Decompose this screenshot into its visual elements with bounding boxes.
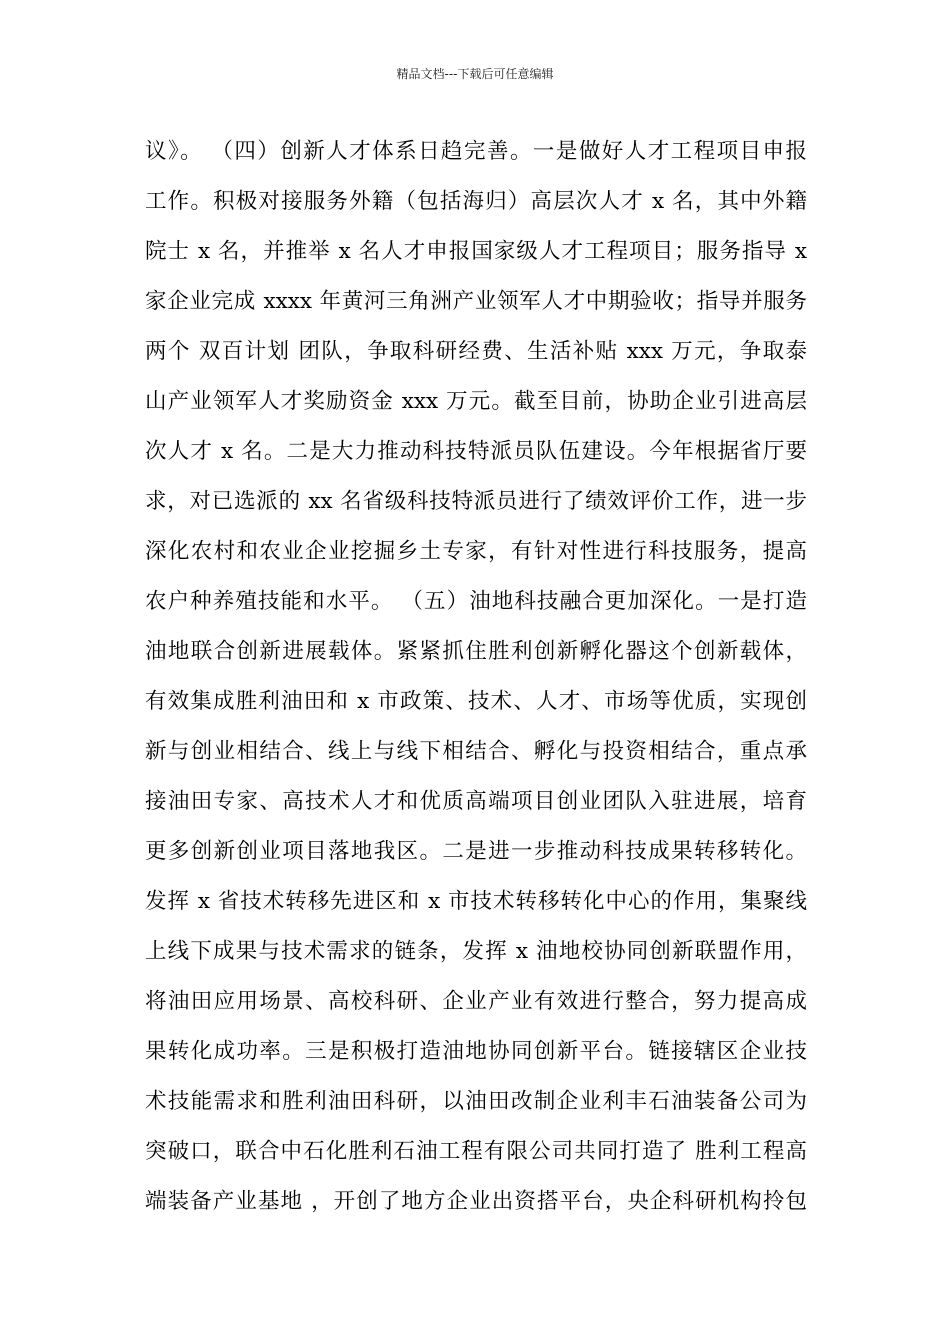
paragraph-line: 新与创业相结合、线上与线下相结合、孵化与投资相结合，重点承 (145, 739, 807, 764)
paragraph-line: 发挥 x 省技术转移先进区和 x 市技术转移转化中心的作用，集聚线 (145, 889, 807, 914)
paragraph-line: 院士 x 名，并推举 x 名人才申报国家级人才工程项目；服务指导 x (145, 239, 807, 264)
paragraph-line: 接油田专家、高技术人才和优质高端项目创业团队入驻进展，培育 (145, 789, 807, 814)
paragraph-line: 端装备产业基地 ，开创了地方企业出资搭平台，央企科研机构拎包 (145, 1189, 807, 1214)
paragraph-line: 果转化成功率。三是积极打造油地协同创新平台。链接辖区企业技 (145, 1039, 807, 1064)
paragraph-line: 次人才 x 名。二是大力推动科技特派员队伍建设。今年根据省厅要 (145, 439, 807, 464)
paragraph-line: 求，对已选派的 xx 名省级科技特派员进行了绩效评价工作，进一步 (145, 489, 807, 514)
paragraph-line: 议》。 （四）创新人才体系日趋完善。一是做好人才工程项目申报 (145, 139, 807, 164)
paragraph-line: 术技能需求和胜利油田科研，以油田改制企业利丰石油装备公司为 (145, 1089, 807, 1114)
page-header: 精品文档---下载后可任意编辑 (396, 67, 554, 81)
paragraph-line: 山产业领军人才奖励资金 xxx 万元。截至目前，协助企业引进高层 (145, 389, 807, 414)
paragraph-line: 农户种养殖技能和水平。 （五）油地科技融合更加深化。一是打造 (145, 589, 807, 614)
paragraph-line: 家企业完成 xxxx 年黄河三角洲产业领军人才中期验收；指导并服务 (145, 289, 807, 314)
paragraph-line: 油地联合创新进展载体。紧紧抓住胜利创新孵化器这个创新载体， (145, 639, 807, 664)
paragraph-line: 更多创新创业项目落地我区。二是进一步推动科技成果转移转化。 (145, 839, 807, 864)
paragraph-line: 两个 双百计划 团队，争取科研经费、生活补贴 xxx 万元，争取泰 (145, 339, 807, 364)
paragraph-line: 突破口，联合中石化胜利石油工程有限公司共同打造了 胜利工程高 (145, 1139, 807, 1164)
paragraph-line: 工作。积极对接服务外籍（包括海归）高层次人才 x 名，其中外籍 (145, 189, 807, 214)
paragraph-line: 有效集成胜利油田和 x 市政策、技术、人才、市场等优质，实现创 (145, 689, 807, 714)
paragraph-line: 深化农村和农业企业挖掘乡土专家，有针对性进行科技服务，提高 (145, 539, 807, 564)
paragraph-line: 将油田应用场景、高校科研、企业产业有效进行整合，努力提高成 (145, 989, 807, 1014)
paragraph-line: 上线下成果与技术需求的链条，发挥 x 油地校协同创新联盟作用， (145, 939, 807, 964)
